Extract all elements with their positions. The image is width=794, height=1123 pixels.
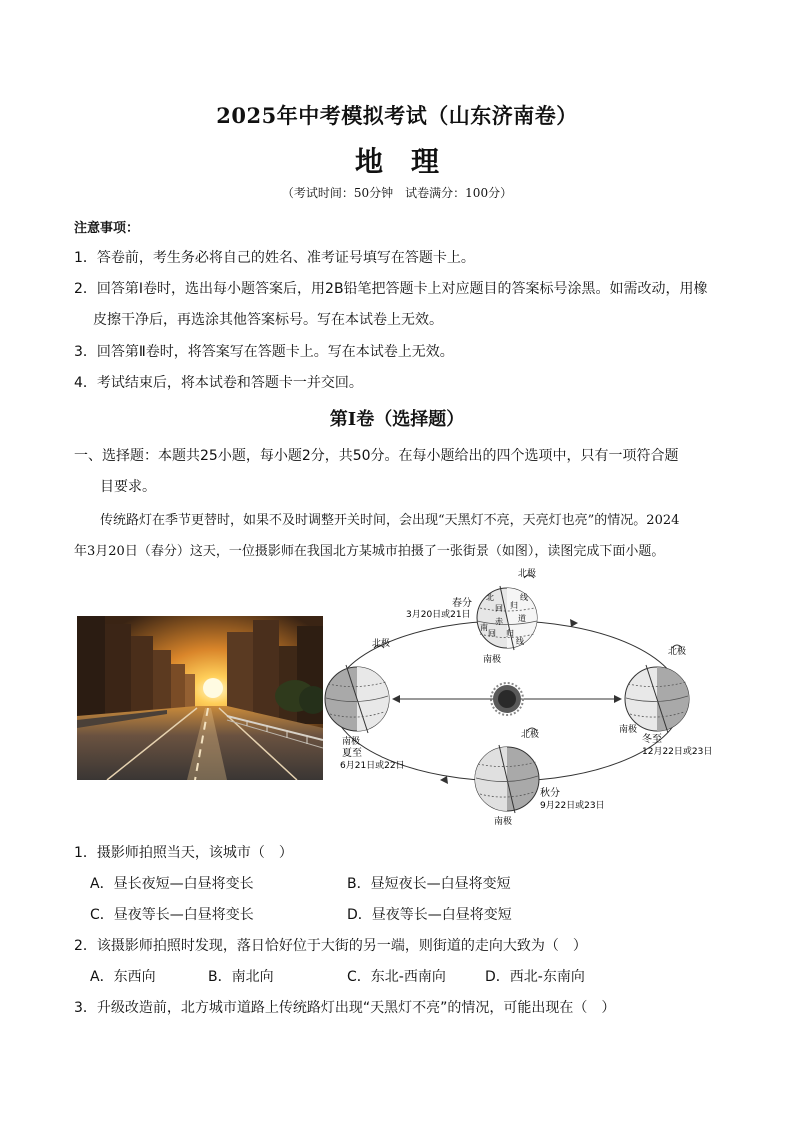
- orbit-arrow: [570, 619, 578, 627]
- question-stem: 3．升级改造前，北方城市道路上传统路灯出现“天黑灯不亮”的情况，可能出现在（ ）: [74, 1000, 616, 1016]
- option-b[interactable]: B．昼短夜长—白昼将变短: [347, 876, 511, 892]
- label-spring: 春分: [452, 598, 472, 609]
- option-b[interactable]: B．南北向: [208, 969, 274, 985]
- latitude-char: 线: [520, 593, 528, 602]
- label-north-pole: 北极: [668, 647, 687, 657]
- latitude-char: 归: [506, 629, 514, 638]
- label-north-pole: 北极: [372, 639, 391, 649]
- notice-item: 3．回答第Ⅱ卷时，将答案写在答题卡上。写在本试卷上无效。: [74, 344, 454, 360]
- earth-autumn-icon: [475, 745, 539, 813]
- label-south-pole: 南极: [342, 737, 361, 747]
- exam-info: （考试时间：50分钟 试卷满分：100分）: [281, 186, 513, 200]
- latitude-char: 赤: [495, 617, 503, 626]
- option-d[interactable]: D．西北-东南向: [485, 969, 585, 985]
- notice-item: 皮擦干净后，再选涂其他答案标号。写在本试卷上无效。: [93, 312, 443, 328]
- latitude-char: 北: [486, 593, 494, 602]
- earth-revolution-diagram: [322, 566, 722, 828]
- question-stem: 1．摄影师拍照当天，该城市（ ）: [74, 845, 293, 861]
- section-intro: 目要求。: [100, 479, 156, 495]
- label-autumn: 秋分: [540, 788, 560, 799]
- latitude-char: 回: [488, 629, 496, 638]
- latitude-char: 回: [495, 604, 503, 613]
- label-spring-date: 3月20日或21日: [406, 610, 471, 620]
- section-intro: 一、选择题：本题共25小题，每小题2分，共50分。在每小题给出的四个选项中，只有一项符合题: [74, 448, 679, 464]
- label-north-pole: 北极: [521, 730, 540, 740]
- option-c[interactable]: C．东北-西南向: [347, 969, 446, 985]
- option-c[interactable]: C．昼夜等长—白昼将变长: [90, 907, 254, 923]
- passage-text: 年3月20日（春分）这天，一位摄影师在我国北方某城市拍摄了一张街景（如图），读图完成下面小题。: [74, 544, 665, 559]
- sun-icon: [491, 683, 523, 715]
- latitude-char: 线: [516, 637, 524, 646]
- latitude-char: 归: [510, 601, 518, 610]
- section-title: 第Ⅰ卷（选择题）: [329, 409, 465, 430]
- option-a[interactable]: A．东西向: [90, 969, 156, 985]
- label-south-pole: 南极: [494, 817, 513, 827]
- notice-heading: 注意事项：: [74, 221, 140, 236]
- exam-title: 2025年中考模拟考试（山东济南卷）: [216, 103, 578, 128]
- orbit-arrow: [440, 776, 448, 784]
- label-south-pole: 南极: [619, 725, 638, 735]
- label-winter: 冬至: [642, 734, 662, 745]
- option-a[interactable]: A．昼长夜短—白昼将变长: [90, 876, 254, 892]
- notice-item: 4．考试结束后，将本试卷和答题卡一并交回。: [74, 375, 363, 391]
- subject-title: 地理: [354, 145, 467, 178]
- label-south-pole: 南极: [483, 655, 502, 665]
- label-summer-date: 6月21日或22日: [340, 761, 405, 771]
- latitude-char: 道: [518, 614, 526, 623]
- label-north-pole: 北极: [518, 569, 537, 579]
- label-winter-date: 12月22日或23日: [642, 747, 713, 757]
- option-d[interactable]: D．昼夜等长—白昼将变短: [347, 907, 512, 923]
- label-autumn-date: 9月22日或23日: [540, 801, 605, 811]
- earth-summer-icon: [325, 665, 389, 733]
- latitude-char: 南: [480, 623, 488, 632]
- notice-item: 2．回答第Ⅰ卷时，选出每小题答案后，用2B铅笔把答题卡上对应题目的答案标号涂黑。如需改动，用橡: [74, 281, 708, 297]
- passage-text: 传统路灯在季节更替时，如果不及时调整开关时间，会出现“天黑灯不亮，天亮灯也亮”的情况。2024: [100, 513, 680, 528]
- question-stem: 2．该摄影师拍照时发现，落日恰好位于大街的另一端，则街道的走向大致为（ ）: [74, 938, 587, 954]
- notice-item: 1．答卷前，考生务必将自己的姓名、准考证号填写在答题卡上。: [74, 250, 475, 266]
- label-summer: 夏至: [342, 748, 362, 759]
- earth-winter-icon: [625, 665, 689, 733]
- street-photo: [77, 616, 323, 780]
